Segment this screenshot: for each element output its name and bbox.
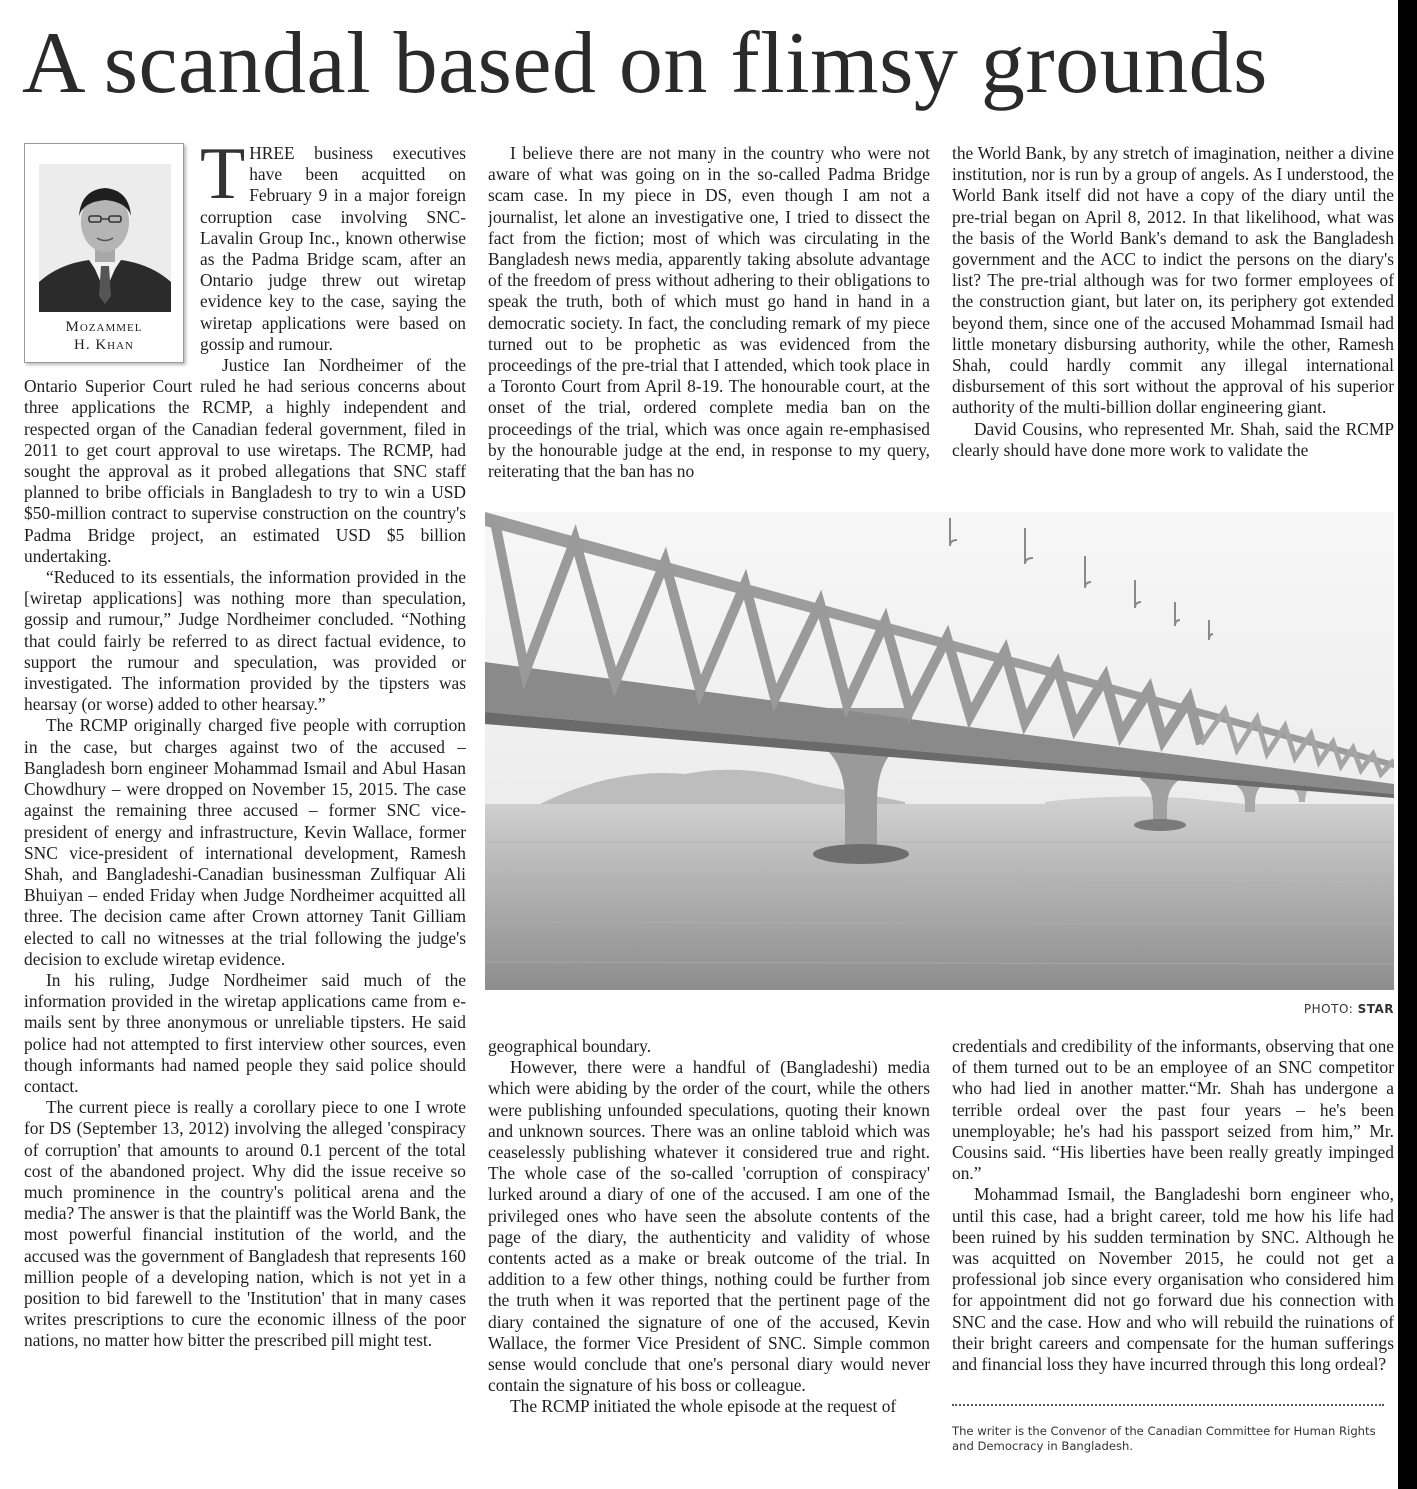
paragraph: The current piece is really a corollary piece to one I wrote for DS (September 13, 2012) involving the alleged 'conspiracy of corruption' that amounts to around 0.1 percent of the total cost of the abandoned project. Why did the issue receive so much prominence in the country's political arena and the media? The answer is that the plaintiff was the World Bank, the most powerful financial institution of the world, and the accused was the government of Bangladesh that represents 160 million people of a developing nation, which is not yet in a position to bid farewell to the 'Institution' that in many cases writes prescriptions to cure the economic illness of the poor nations, no matter how bitter the prescribed pill might test. xyxy=(24,1097,466,1351)
photo-credit-source: STAR xyxy=(1357,1002,1394,1016)
article-column-2-bottom xyxy=(488,1036,930,1456)
article-column-1 xyxy=(24,143,466,1463)
paragraph: geographical boundary. xyxy=(488,1036,652,1056)
paragraph: Justice Ian Nordheimer of the Ontario Superior Court ruled he had serious concerns about three applications the RCMP, a highly independent and respected organ of the Canadian federal government, filed in 2011 to get court approval to use wiretaps. The RCMP, had sought the approval as it probed allegations that SNC staff planned to bribe officials in Bangladesh to try to win a USD $50-million contract to supervise construction on the country's Padma Bridge project, an estimated USD $5 billion undertaking. xyxy=(24,355,466,566)
bridge-photo xyxy=(485,512,1394,990)
lead-text: HREE business executives have been acquitted on February 9 in a major foreign corruption case involving SNC-Lavalin Group Inc., known otherwise as the Padma Bridge scam, after an Ontario judge threw out wiretap evidence key to the case, saying the wiretap applications were based on gossip and rumour. xyxy=(200,143,466,354)
paragraph: However, there were a handful of (Bangladeshi) media which were abiding by the order of the court, while the others were publishing unfounded speculations, quoting their known and unknown sources. There was an online tabloid which was ceaselessly publishing whatever it considered true and right. The whole case of the so-called 'corruption of conspiracy' lurked around a diary of one of the accused. I am one of the privileged ones who have seen the absolute contents of the page of the diary, the authenticity and validity of whose contents acted as a make or break outcome of the trial. In addition to a few other things, nothing could be further from the truth when it was reported that the pertinent page of the diary contained the signature of one of the accused, Kevin Wallace, the former Vice President of SNC. Simple common sense would conclude that one's personal diary would never contain the signature of his boss or colleague. xyxy=(488,1057,930,1396)
author-footnote: The writer is the Convenor of the Canadian Committee for Human Rights and Democracy in Bangladesh. xyxy=(952,1424,1376,1453)
paragraph: In his ruling, Judge Nordheimer said much of the information provided in the wiretap applications came from e-mails sent by three anonymous or unreliable tipsters. He said police had not attempted to first interview other sources, even though informants had named people they said police should contact. xyxy=(24,969,466,1096)
author-box xyxy=(24,143,184,363)
paragraph: credentials and credibility of the informants, observing that one of them turned out to be an employee of an SNC competitor who had lied in another matter.“Mr. Shah has undergone a terrible ordeal over the past four years – he's been unemployable; he's had his passport seized from him,” Mr. Cousins said. “His liberties have been really greatly impinged on.” xyxy=(952,1036,1394,1184)
drop-cap: T xyxy=(200,143,246,215)
paragraph: The RCMP originally charged five people with corruption in the case, but charges against two of the accused – Bangladesh born engineer Mohammad Ismail and Abul Hasan Chowdhury – were dropped on November 15, 2015. The case against the remaining three accused – former SNC vice-president of energy and infrastructure, Kevin Wallace, former SNC vice-president of international development, Ramesh Shah, and Bangladeshi-Canadian businessman Zulfiquar Ali Bhuiyan – ended Friday when Judge Nordheimer acquitted all three. The decision came after Crown attorney Tanit Gilliam elected to call no witnesses at the trial following the judge's decision to exclude wiretap evidence. xyxy=(24,715,466,969)
paragraph: “Reduced to its essentials, the information provided in the [wiretap applications] was nothing more than speculation, gossip and rumour,” Judge Nordheimer concluded. “Nothing that could fairly be referred to as direct factual evidence, to support the rumour and speculation, was provided or investigated. The information provided by the tipsters was hearsay (or worse) added to other hearsay.” xyxy=(24,567,466,715)
photo-credit xyxy=(1240,1002,1394,1016)
author-portrait xyxy=(39,164,171,312)
page-edge xyxy=(1398,0,1417,1489)
article-column-3-bottom xyxy=(952,1036,1394,1396)
paragraph: David Cousins, who represented Mr. Shah, said the RCMP clearly should have done more work to validate the xyxy=(952,418,1394,460)
paragraph: Mohammad Ismail, the Bangladeshi born engineer who, until this case, had a bright career, told me how his life had been ruined by his sudden termination by SNC. Although he was acquitted on November 2015, he could not get a professional job since every organisation who considered him for appointment did not go forward due his connection with SNC and the case. How and who will rebuild the ruinations of their bright careers and compensate for the human sufferings and financial loss they have incurred through this long ordeal? xyxy=(952,1184,1394,1375)
paragraph: I believe there are not many in the country who were not aware of what was going on in the so-called Padma Bridge scam case. In my piece in DS, even though I am not a journalist, let alone an investigative one, I tried to dissect the fact from the fiction; most of which was circulating in the Bangladesh news media, apparently taking absolute advantage of the freedom of press without adhering to their obligations to speak the truth, both of which must go hand in hand in a democratic society. In fact, the concluding remark of my piece turned out to be prophetic as was evidenced from the proceedings of the pre-trial that I attended, which took place in a Toronto Court from April 8-19. The honourable court, at the onset of the trial, ordered complete media ban on the proceedings of the trial, which was once again re-emphasised by the honourable judge at the end, in response to my query, reiterating that the ban has no xyxy=(488,143,930,482)
headline: A scandal based on flimsy grounds xyxy=(22,15,1268,112)
author-portrait-image xyxy=(39,164,171,312)
padma-bridge-illustration xyxy=(485,512,1394,990)
article-column-3-top xyxy=(952,143,1394,503)
author-name-line-2: H. Khan xyxy=(74,337,134,353)
paragraph: The RCMP initiated the whole episode at the request of xyxy=(510,1396,897,1417)
article-column-2-top xyxy=(488,143,930,503)
photo-credit-label: PHOTO: xyxy=(1303,1002,1354,1016)
author-name-line-1: Mozammel xyxy=(65,319,143,335)
footnote-divider xyxy=(952,1404,1384,1406)
author-name xyxy=(25,318,183,354)
paragraph: the World Bank, by any stretch of imagination, neither a divine institution, nor is run by a group of angels. As I understood, the World Bank itself did not have a copy of the diary until the pre-trial began on April 8, 2012. In that likelihood, what was the basis of the World Bank's demand to ask the Bangladesh government and the ACC to indict the persons on the diary's list? The pre-trial although was for two former employees of the construction giant, but later on, its periphery got extended beyond them, since one of the accused Mohammad Ismail had little monetary disbursing authority, while the other, Ramesh Shah, could hardly commit any illegal international disbursement of this sort without the approval of his superior authority of the multi-billion dollar engineering giant. xyxy=(952,143,1394,418)
